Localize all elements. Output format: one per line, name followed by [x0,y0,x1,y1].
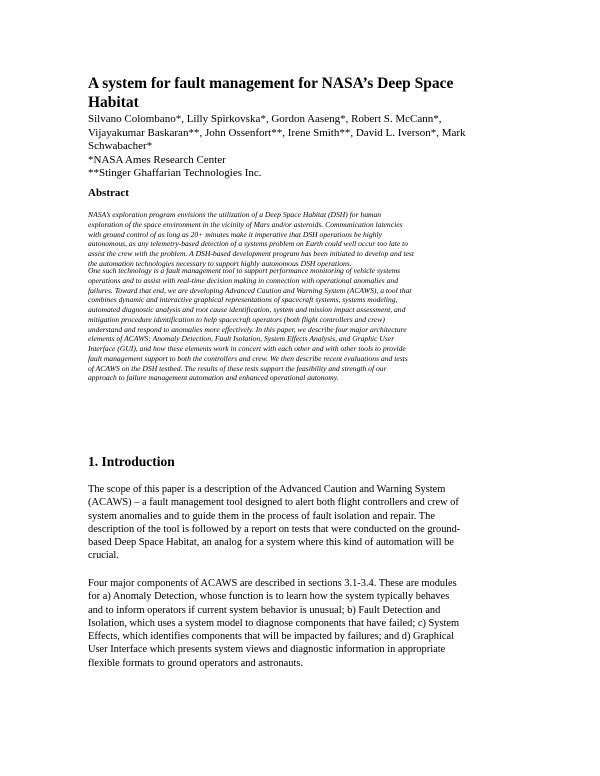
abstract-line: One such technology is a fault management tool to support performance monitoring of vehicle systems [88,266,401,275]
body-line: crucial. [88,550,119,562]
section-heading-introduction: 1. Introduction [88,454,175,469]
abstract-line: assist the crew with the problem. A DSH-based development program has been initiated to develop and test [88,249,414,258]
abstract-line: of ACAWS on the DSH testbed. The results of these tests support the feasibility and strength of our [88,363,387,373]
abstract-line: approach to failure management automation and enhanced operational autonomy. [88,373,339,383]
body-line: system anomalies and to guide them in the process of fault isolation and repair. The [88,510,435,522]
body-line: based Deep Space Habitat, an analog for a system where this kind of automation will be [88,537,454,549]
intro-paragraph-2 [88,577,528,670]
abstract-line: exploration of the space environment in the vicinity of Mars and/or asteroids. Communication latencies [88,219,403,229]
intro-paragraph-1 [88,483,528,563]
body-line: The scope of this paper is a description of the Advanced Caution and Warning System [88,484,446,495]
authors-line: Vijayakumar Baskaran**, John Ossenfort**, Irene Smith**, David L. Iverson*, Mark [88,126,466,139]
title-line: Habitat [88,94,139,111]
affiliation-line: *NASA Ames Research Center [88,153,226,166]
abstract-line: understand and respond to anomalies more effectively. In this paper, we describe four major architecture [88,324,407,334]
body-line: for a) Anomaly Detection, whose function is to learn how the system typically behaves [88,591,450,603]
body-line: User Interface which presents system views and diagnostic information in appropriate [88,644,446,656]
author-block [88,113,528,181]
abstract-paragraph-2 [88,266,528,383]
abstract-line: automated diagnostic analysis and root cause identification, system and mission impact assessment, and [88,305,406,314]
abstract-line: elements of ACAWS: Anomaly Detection, Fault Isolation, System Effects Analysis, and Graphic User [88,334,395,344]
body-line: Effects, which identifies components that will be impacted by failures; and d) Graphical [88,631,454,643]
abstract-line: with ground control of as long as 20+ minutes make it imperative that DSH operations be highly [88,229,382,239]
affiliation-line: **Stinger Ghaffarian Technologies Inc. [88,167,262,179]
abstract-line: failures. Toward that end, we are developing Advanced Caution and Warning System (ACAWS), a tool that [88,285,412,295]
authors-line: Silvano Colombano*, Lilly Spirkovska*, Gordon Aaseng*, Robert S. McCann*, [88,113,442,125]
abstract-line: the automation technologies necessary to support highly autonomous DSH operations. [88,258,352,268]
abstract-line: fault management support to both the controllers and crew. We then describe recent evaluations and tests [88,353,408,363]
body-line: description of the tool is followed by a report on tests that were conducted on the ground- [88,523,461,535]
body-line: (ACAWS) – a fault management tool designed to alert both flight controllers and crew of [88,497,459,509]
body-line: Four major components of ACAWS are described in sections 3.1-3.4. These are modules [88,578,457,589]
abstract-paragraph-1 [88,210,528,269]
abstract-line: autonomous, as any telemetry-based detection of a systems problem on Earth could well occur too late to [88,239,409,249]
body-line: Isolation, which uses a system model to diagnose components that have failed; c) System [88,617,460,629]
abstract-line: mitigation procedure identification to help spacecraft operators (both flight controllers and crew) [88,314,385,324]
abstract-line: combines dynamic and interactive graphical representations of spacecraft systems, systems modeling, [88,295,398,305]
abstract-line: NASA’s exploration program envisions the utilization of a Deep Space Habitat (DSH) for human [88,210,382,219]
title-line: A system for fault management for NASA’s Deep Space [88,75,454,92]
authors-line: Schwabacher* [88,140,153,152]
paper-title [88,74,518,112]
body-line: flexible formats to ground operators and astronauts. [88,657,303,669]
abstract-heading: Abstract [88,187,129,199]
abstract-line: Interface (GUI), and how these elements work in concert with each other and with other tools to provide [88,344,406,353]
abstract-line: operations and to assist with real-time decision making in connection with operational anomalies and [88,275,398,285]
body-line: and to inform operators if current system behavior is unusual; b) Fault Detection and [88,604,441,616]
